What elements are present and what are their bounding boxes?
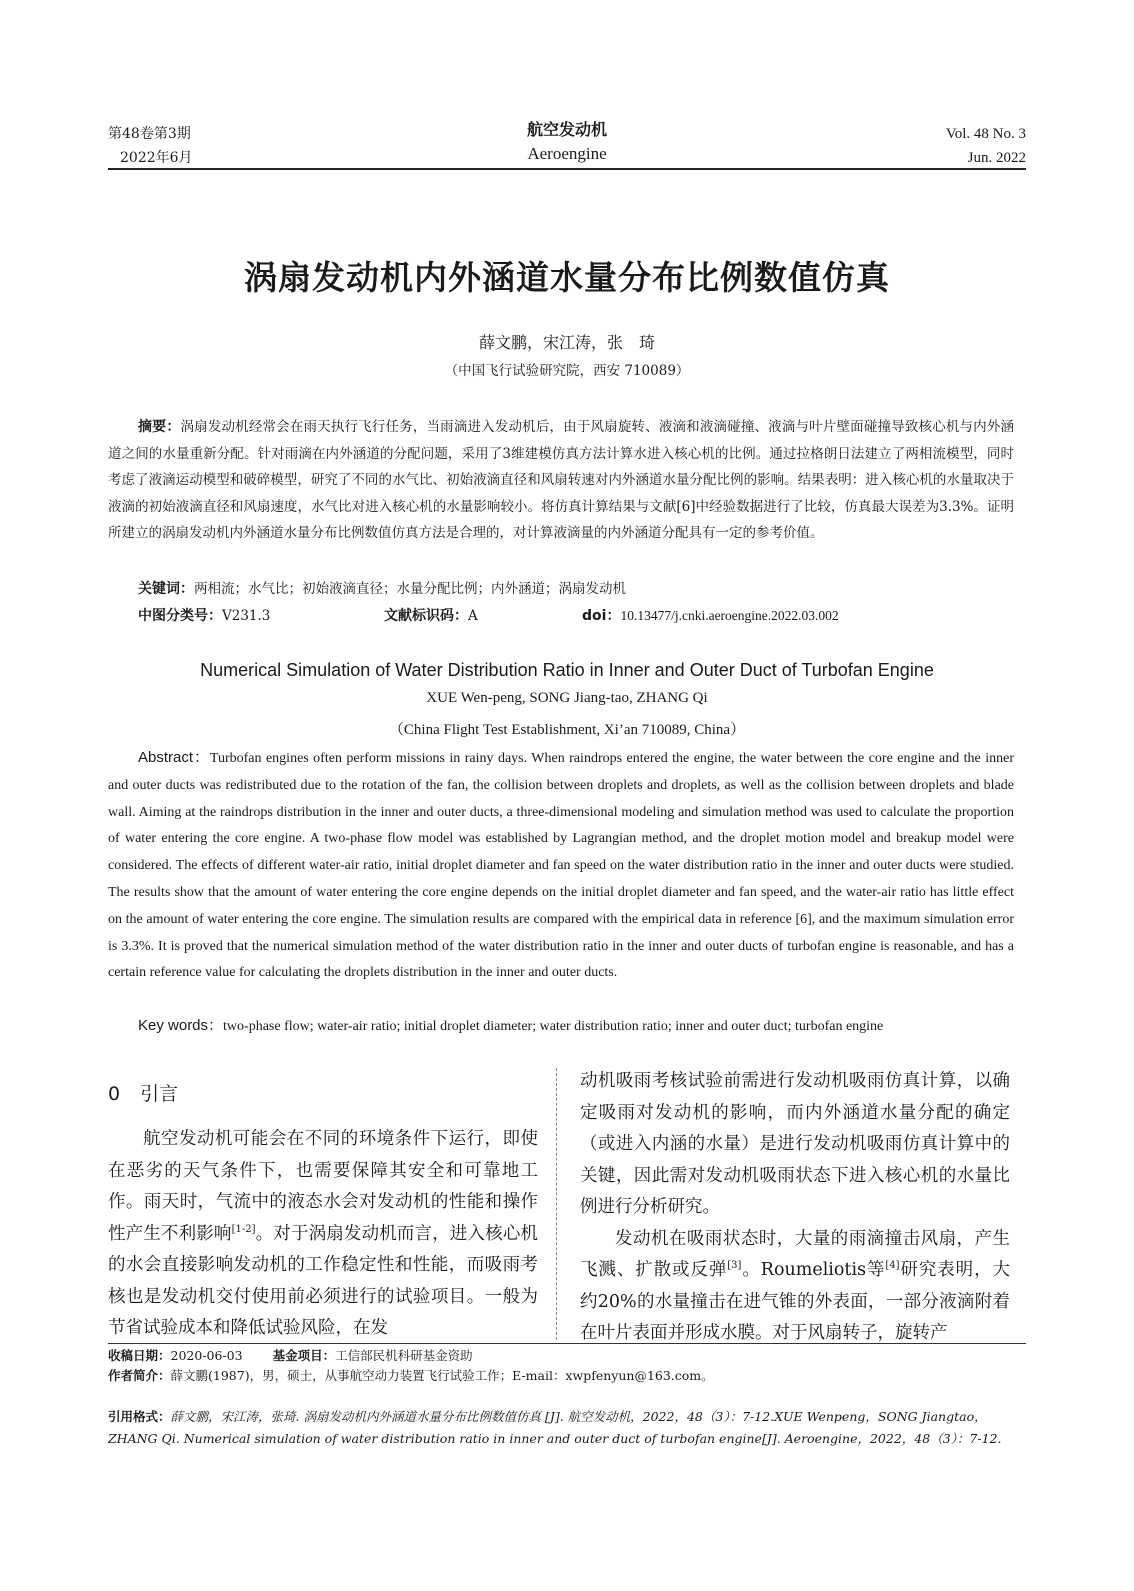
body-paragraph [108,1124,538,1345]
received-date: 2020-06-03 [170,1348,243,1363]
issue-info-en [946,122,1026,170]
issue-date-en: Jun. 2022 [967,150,1026,166]
clc-value: V231.3 [222,608,271,624]
paragraph-text: 。Roumeliotis等 [741,1260,886,1280]
author-bio: 薛文鹏(1987)，男，硕士，从事航空动力装置飞行试验工作；E-mail：xwpfenyun@163.com。 [170,1368,714,1383]
fund-label: 基金项目： [272,1348,336,1363]
keywords-en [138,1013,1014,1040]
fund-value: 工信部民机科研基金资助 [335,1348,473,1363]
volume-issue: 第48卷第3期 [108,126,191,142]
journal-header [108,118,1026,170]
abstract-en-text: Turbofan engines often perform missions in rainy days. When raindrops entered the engine, the water between the core engine and the inner and outer ducts was redistributed due to the rotation of the fan, the collision between droplets and droplets, as well as the collision between droplets and blade wall. Aiming at the raindrops distribution in the inner and outer ducts, a three-dimensional modeling and simulation method was used to calculate the proportion of water entering the core engine. A two-phase flow model was established by Lagrangian method, and the droplet motion model and breakup model were considered. The effects of different water-air ratio, initial droplet diameter and fan speed on the water distribution ratio in the inner and outer ducts were studied. The results show that the amount of water entering the core engine depends on the initial droplet diameter and fan speed, and the water-air ratio has little effect on the amount of water entering the core engine. The simulation results are compared with the empirical data in reference [6], and the maximum simulation error is 3.3%. It is proved that the numerical simulation method of the water distribution ratio in the inner and outer ducts of turbofan engine is reasonable, and has a certain reference value for calculating the droplets distribution in the inner and outer ducts. [108,751,1014,981]
clc-label: 中图分类号： [138,608,222,624]
paragraph-text: 发动机在吸雨状态时，大量的雨滴撞击风扇，产生飞溅、扩散或反弹 [580,1228,1010,1280]
doc-code-value: A [468,608,478,624]
abstract-cn [108,414,1014,547]
body-paragraph: 动机吸雨考核试验前需进行发动机吸雨仿真计算，以确定吸雨对发动机的影响，而内外涵道水量分配的确定（或进入内涵的水量）是进行发动机吸雨仿真计算中的关键，因此需对发动机吸雨状态下进入核心机的水量比例进行分析研究。 [580,1071,1010,1217]
author-list-en: XUE Wen-peng, SONG Jiang-tao, ZHANG Qi [426,690,708,706]
doi-value: 10.13477/j.cnki.aeroengine.2022.03.002 [620,608,839,623]
section-title: 引言 [140,1083,179,1105]
citation-text: 薛文鹏，宋江涛，张琦. 涡扇发动机内外涵道水量分布比例数值仿真 [J]. 航空发动机，2022，48（3）：7-12.XUE Wenpeng，SONG Jiangtao，ZHANG Qi. Numerical simulation of water distribution ratio in inner and outer duct of turbofan engine[J]. Aeroengine，2022，48（3）：7-12. [108,1409,1002,1446]
journal-name [108,118,1026,166]
body-column-left [108,1066,538,1345]
journal-name-cn: 航空发动机 [526,120,607,139]
paper-title-en: Numerical Simulation of Water Distribution Ratio in Inner and Outer Duct of Turbofan Engine [200,660,934,680]
abstract-cn-label: 摘要： [138,419,181,435]
journal-name-en: Aeroengine [527,144,607,163]
paragraph-text: 航空发动机可能会在不同的环境条件下运行，即使在恶劣的天气条件下，也需要保障其安全和可靠地工作。雨天时，气流中的液态水会对发动机的性能和操作性产生不利影响 [108,1129,538,1244]
footnote [108,1346,1026,1386]
doc-code-label: 文献标识码： [384,608,468,624]
doi [582,603,839,629]
paragraph-text: 研究表明，大约20%的水量撞击在进气锥的外表面，一部分液滴附着在叶片表面并形成水膜。对于风扇转子，旋转产 [580,1260,1011,1343]
footnote-line-1 [108,1346,1026,1366]
received-label: 收稿日期： [108,1348,171,1363]
keywords-en-text: two-phase flow; water-air ratio; initial droplet diameter; water distribution ratio; inner and outer duct; turbofan engine [223,1019,884,1034]
keywords-cn-label: 关键词： [138,581,194,597]
section-heading [108,1082,538,1106]
affiliation: （中国飞行试验研究院，西安 710089） [444,363,690,379]
issue-date: 2022年6月 [120,150,193,166]
column-divider [556,1068,557,1340]
paragraph-text: 。对于涡扇发动机而言，进入核心机的水会直接影响发动机的工作稳定性和性能，而吸雨考核也是发动机交付使用前必须进行的试验项目。一般为节省试验成本和降低试验风险，在发 [108,1223,538,1338]
keywords-en-label: Key words： [138,1017,224,1034]
citation-ref: [1-2] [231,1223,256,1235]
citation-ref: [3] [727,1260,742,1272]
section-number: 0 [108,1083,121,1105]
paper-title: 涡扇发动机内外涵道水量分布比例数值仿真 [244,258,890,297]
doi-label: doi： [582,608,621,624]
author-list: 薛文鹏，宋江涛，张 琦 [478,333,655,352]
body-column-right [580,1066,1010,1350]
citation-format [108,1406,1026,1450]
keywords-cn [138,576,1014,602]
body-paragraph [580,1224,1010,1350]
footnote-line-2 [108,1366,1026,1386]
volume-issue-en: Vol. 48 No. 3 [945,126,1026,142]
keywords-cn-text: 两相流；水气比；初始液滴直径；水量分配比例；内外涵道；涡扇发动机 [194,581,626,597]
document-code [384,603,478,629]
citation-label: 引用格式： [108,1409,171,1424]
author-bio-label: 作者简介： [108,1368,171,1383]
citation-ref: [4] [885,1260,900,1272]
abstract-en-label: Abstract： [138,749,210,766]
abstract-cn-text: 涡扇发动机经常会在雨天执行飞行任务，当雨滴进入发动机后，由于风扇旋转、液滴和液滴碰撞、液滴与叶片壁面碰撞导致核心机与内外涵道之间的水量重新分配。针对雨滴在内外涵道的分配问题，采用了3维建模仿真方法计算水进入核心机的比例。通过拉格朗日法建立了两相流模型，同时考虑了液滴运动模型和破碎模型，研究了不同的水气比、初始液滴直径和风扇转速对内外涵道水量分配比例的影响。结果表明：进入核心机的水量取决于液滴的初始液滴直径和风扇速度，水气比对进入核心机的水量影响较小。将仿真计算结果与文献[6]中经验数据进行了比较，仿真最大误差为3.3%。证明所建立的涡扇发动机内外涵道水量分布比例数值仿真方法是合理的，对计算液滴量的内外涵道分配具有一定的参考价值。 [108,419,1014,541]
abstract-en [108,745,1014,987]
affiliation-en: （China Flight Test Establishment, Xi’an 710089, China） [388,722,746,738]
clc-number [138,603,270,629]
footnote-rule [108,1343,1026,1344]
